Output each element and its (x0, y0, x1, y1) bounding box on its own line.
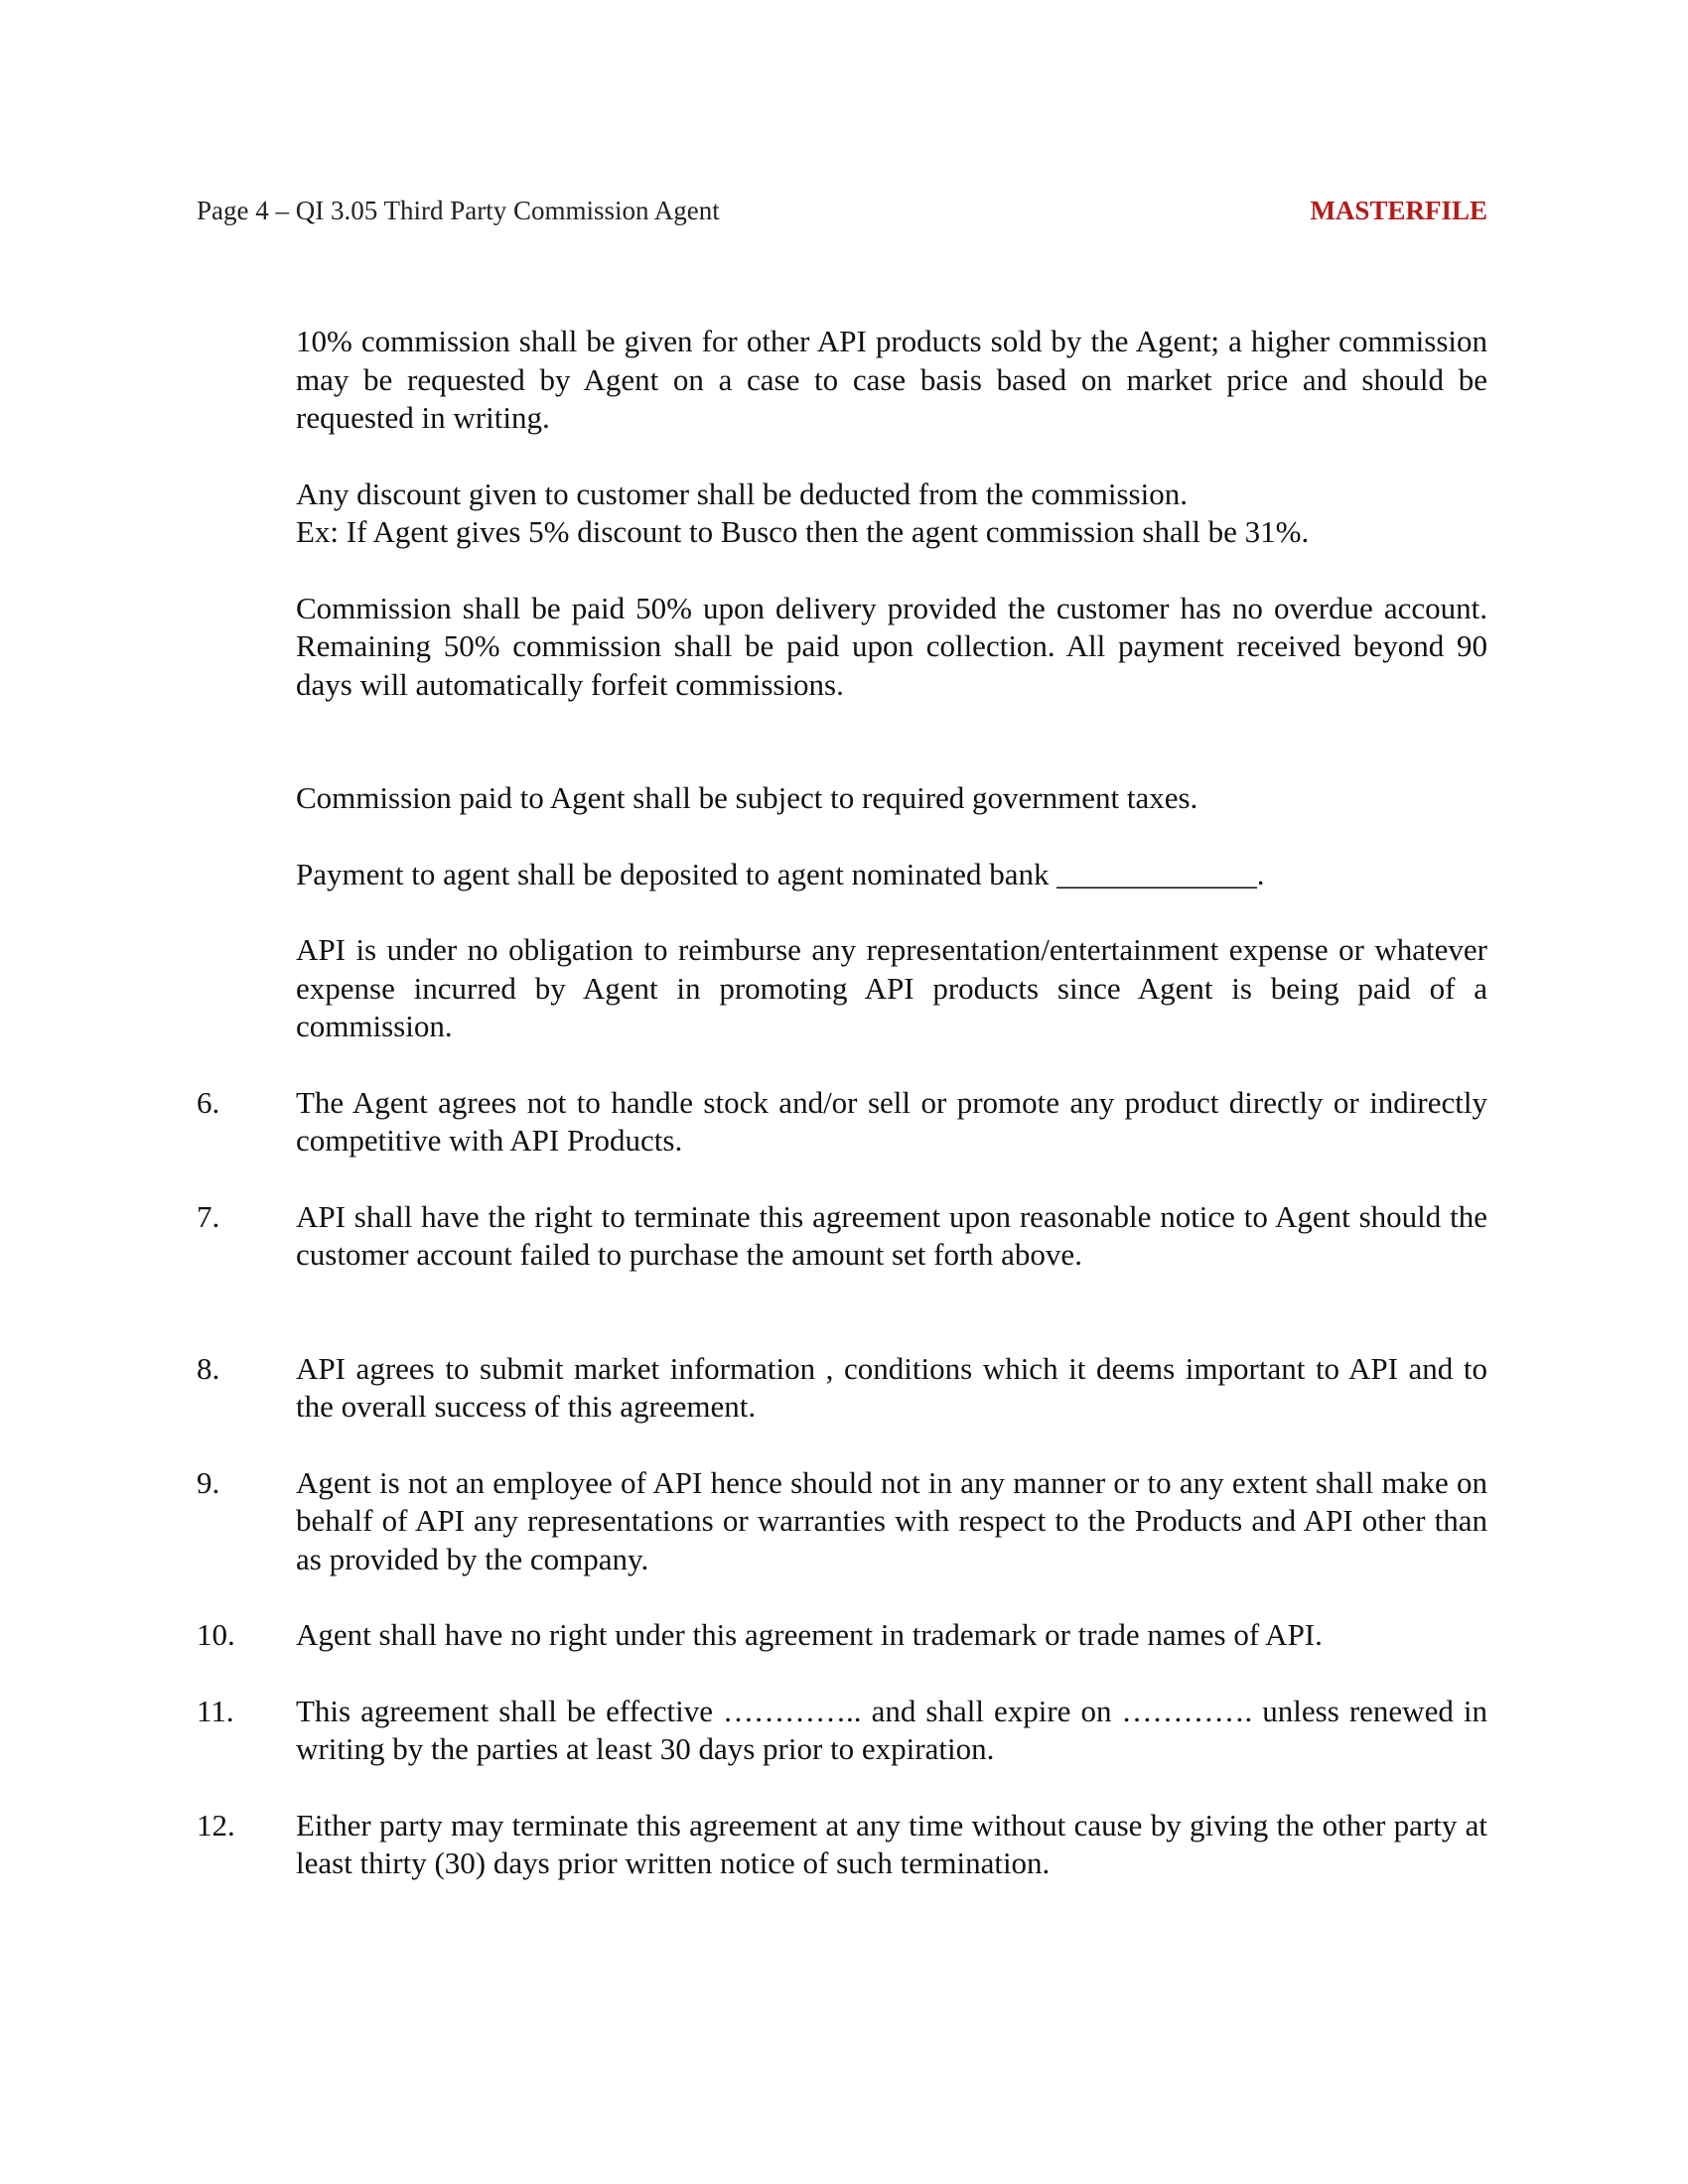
item-text: API agrees to submit market information , conditions which it deems important to API and to the overall success of this agreement. (296, 1350, 1487, 1424)
item-number: 6. (197, 1084, 220, 1120)
item-number: 7. (197, 1198, 220, 1234)
list-item (197, 1464, 1487, 1579)
discount-example-line: Ex: If Agent gives 5% discount to Busco then the agent commission shall be 31%. (296, 514, 1310, 549)
page-header (197, 191, 1487, 230)
item-number: 11. (197, 1693, 234, 1728)
paragraph-discount (296, 476, 1487, 552)
item-number: 12. (197, 1807, 235, 1843)
item-number: 8. (197, 1350, 220, 1386)
discount-line: Any discount given to customer shall be deducted from the commission. (296, 476, 1188, 511)
header-title: Page 4 – QI 3.05 Third Party Commission Agent (197, 196, 720, 225)
paragraph-bank-deposit: Payment to agent shall be deposited to agent nominated bank _____________. (296, 856, 1265, 891)
item-text: API shall have the right to terminate this agreement upon reasonable notice to Agent should the customer account failed to purchase the amount set forth above. (296, 1198, 1487, 1272)
item-text: The Agent agrees not to handle stock and/or sell or promote any product directly or indirectly competitive with API Products. (296, 1084, 1487, 1158)
item-text: Agent is not an employee of API hence should not in any manner or to any extent shall make on behalf of API any representations or warranties with respect to the Products and API other than as provided by the company. (296, 1464, 1487, 1576)
item-text: Either party may terminate this agreement at any time without cause by giving the other party at least thirty (30) days prior written notice of such termination. (296, 1807, 1487, 1880)
document-body (197, 323, 1487, 1883)
list-item (197, 1084, 1487, 1160)
item-text: This agreement shall be effective ………….. and shall expire on …………. unless renewed in writing by the parties at least 30 days prior to expiration. (296, 1693, 1487, 1766)
list-item (197, 1350, 1487, 1427)
list-item (197, 1198, 1487, 1275)
list-item (197, 1616, 1487, 1655)
paragraph-payment-terms: Commission shall be paid 50% upon delivery provided the customer has no overdue account. Remaining 50% commission shall be paid upon collection. All payment received beyond 90 days will automatically forfeit commissions. (296, 590, 1487, 702)
list-item (197, 1693, 1487, 1769)
list-item (197, 1807, 1487, 1883)
item-number: 9. (197, 1464, 220, 1500)
item-number: 10. (197, 1617, 235, 1652)
masterfile-label: MASTERFILE (1310, 196, 1487, 225)
paragraph-commission-rate: 10% commission shall be given for other API products sold by the Agent; a higher commission may be requested by Agent on a case to case basis based on market price and should be requested in writing. (296, 324, 1487, 435)
item-text: Agent shall have no right under this agreement in trademark or trade names of API. (296, 1617, 1323, 1652)
paragraph-taxes: Commission paid to Agent shall be subject to required government taxes. (296, 780, 1198, 815)
paragraph-reimbursement: API is under no obligation to reimburse any representation/entertainment expense or whatever expense incurred by Agent in promoting API products since Agent is being paid of a commission. (296, 932, 1487, 1043)
